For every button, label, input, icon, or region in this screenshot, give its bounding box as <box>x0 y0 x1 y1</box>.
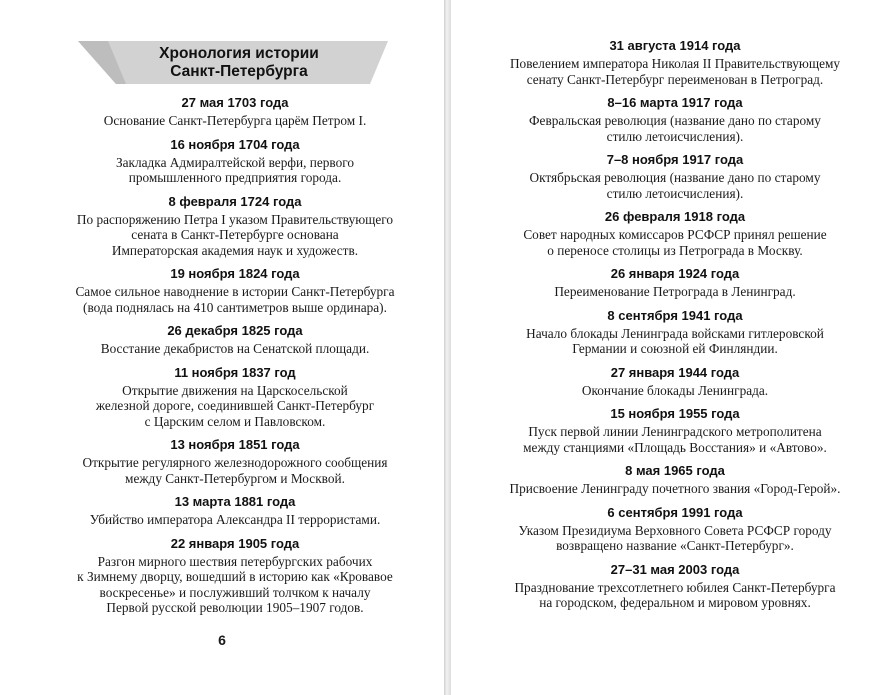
entry-date: 11 ноября 1837 год <box>174 364 296 380</box>
entry-text: Самое сильное наводнение в истории Санкт-Петербурга (вода поднялась на 410 сантиметров выше ординара). <box>75 284 395 315</box>
timeline-entry <box>40 436 430 486</box>
entry-date: 7–8 ноября 1917 года <box>606 152 744 167</box>
entry-text: Восстание декабристов на Сенатской площади. <box>100 341 370 356</box>
timeline-entry <box>475 151 875 201</box>
entry-text: Пуск первой линии Ленинградского метрополитена между станциями «Площадь Восстания» и «Автово». <box>523 424 827 455</box>
entry-date: 27 мая 1703 года <box>181 95 289 110</box>
timeline-entry <box>40 265 430 315</box>
entry-text: Убийство императора Александра II террористами. <box>89 512 381 527</box>
entry-date: 8–16 марта 1917 года <box>607 95 743 110</box>
timeline-entry <box>475 208 875 258</box>
entry-text: Празднование трехсотлетнего юбилея Санкт-Петербурга на городском, федеральном и мировом уровнях. <box>514 579 836 610</box>
page-number: 6 <box>218 632 226 648</box>
entry-text: Совет народных комиссаров РСФСР принял решение о переносе столицы из Петрограда в Москву. <box>523 227 827 258</box>
entry-date: 6 сентября 1991 года <box>607 504 743 520</box>
entry-text: Основание Санкт-Петербурга царём Петром I. <box>103 113 367 128</box>
chapter-title-line-1: Хронология истории <box>159 45 319 62</box>
timeline-entry <box>40 136 430 186</box>
timeline-entry <box>475 94 875 144</box>
timeline-entry <box>40 193 430 259</box>
entry-date: 27–31 мая 2003 года <box>610 561 740 577</box>
entry-date: 8 сентября 1941 года <box>607 307 743 323</box>
entry-date: 8 мая 1965 года <box>625 463 725 478</box>
timeline-entry <box>475 364 875 399</box>
entry-text: Разгон мирного шествия петербургских рабочих к Зимнему дворцу, вошедший в историю как «Кровавое воскресенье» и послуживший толчком к началу Первой русской революции 1905–1907 годов. <box>77 553 393 615</box>
entry-text: Открытие регулярного железнодорожного сообщения между Санкт-Петербургом и Москвой. <box>82 455 388 486</box>
timeline-entry <box>475 37 875 87</box>
timeline-entry <box>40 535 430 616</box>
chapter-title-line-2: Санкт-Петербурга <box>170 63 308 80</box>
timeline-entry <box>475 462 875 497</box>
entry-text: Открытие движения на Царскосельской железной дороге, соединившей Санкт-Петербург с Царским селом и Павловском. <box>95 382 375 429</box>
chapter-title-banner <box>78 41 394 86</box>
entry-date: 27 января 1944 года <box>610 364 740 380</box>
entry-date: 31 августа 1914 года <box>609 38 741 53</box>
book-gutter <box>444 0 451 695</box>
entry-text: Указом Президиума Верховного Совета РСФСР городу возвращено название «Санкт-Петербург». <box>518 522 832 553</box>
left-timeline <box>40 94 430 623</box>
entry-text: Переименование Петрограда в Ленинград. <box>554 284 796 299</box>
entry-text: По распоряжению Петра I указом Правительствующего сената в Санкт-Петербурге основана Императорская академия наук и художеств. <box>76 211 394 258</box>
entry-text: Присвоение Ленинграду почетного звания «Город-Герой». <box>509 481 841 496</box>
timeline-entry <box>475 307 875 357</box>
entry-date: 22 января 1905 года <box>170 535 300 551</box>
entry-date: 26 декабря 1825 года <box>167 323 303 338</box>
entry-text: Закладка Адмиралтейской верфи, первого промышленного предприятия города. <box>115 154 355 185</box>
entry-text: Окончание блокады Ленинграда. <box>581 382 769 398</box>
right-page <box>451 0 895 695</box>
entry-date: 8 февраля 1724 года <box>168 193 302 209</box>
entry-date: 15 ноября 1955 года <box>610 406 740 421</box>
entry-date: 19 ноября 1824 года <box>170 266 300 281</box>
timeline-entry <box>40 493 430 528</box>
timeline-entry <box>40 322 430 357</box>
entry-text: Повелением императора Николая II Правительствующему сенату Санкт-Петербург переименован в Петроград. <box>509 56 841 87</box>
entry-date: 13 ноября 1851 года <box>170 437 300 452</box>
entry-date: 13 марта 1881 года <box>174 494 296 509</box>
entry-text: Начало блокады Ленинграда войсками гитлеровской Германии и союзной ей Финляндии. <box>526 325 824 356</box>
right-timeline <box>475 37 875 618</box>
timeline-entry <box>40 94 430 129</box>
entry-text: Февральская революция (название дано по старому стилю летоисчисления). <box>529 113 821 144</box>
chapter-title <box>124 45 354 81</box>
timeline-entry <box>475 265 875 300</box>
entry-date: 26 февраля 1918 года <box>604 209 746 224</box>
left-page <box>0 0 444 695</box>
entry-date: 26 января 1924 года <box>610 266 740 281</box>
entry-date: 16 ноября 1704 года <box>170 136 300 152</box>
entry-text: Октябрьская революция (название дано по старому стилю летоисчисления). <box>529 170 821 201</box>
timeline-entry <box>475 561 875 611</box>
timeline-entry <box>475 405 875 455</box>
timeline-entry <box>475 504 875 554</box>
timeline-entry <box>40 364 430 430</box>
